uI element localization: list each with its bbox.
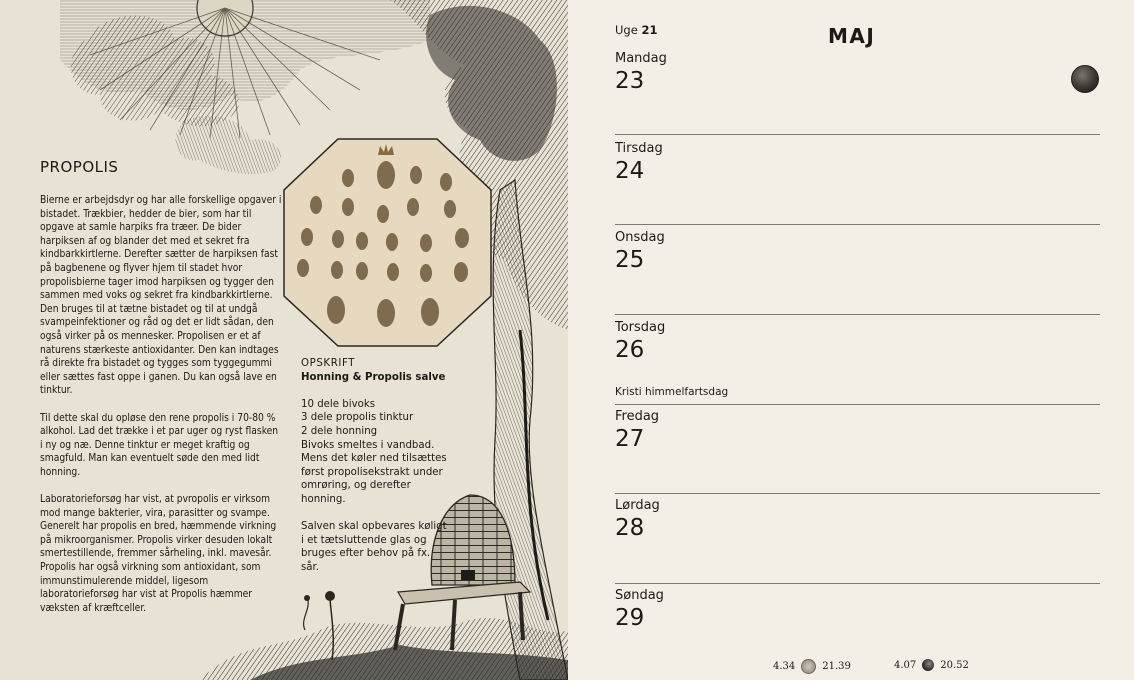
recipe-name: Honning & Propolis salve: [301, 371, 446, 383]
full-moon-icon: [1071, 65, 1099, 93]
day-thursday[interactable]: [615, 320, 1100, 363]
day-number: 28: [615, 515, 645, 541]
recipe-label: OPSKRIFT: [301, 358, 356, 369]
holiday-label: Kristi himmelfartsdag: [615, 386, 729, 398]
day-name: Torsdag: [615, 320, 666, 335]
article-body: [40, 194, 283, 629]
day-number: 23: [615, 68, 645, 94]
moonrise-time: 4.07: [894, 659, 917, 671]
paragraph: Laboratorieforsøg har vist, at pvropolis er virksom mod mange bakterier, vira, parasitter og svampe. Generelt har propolis en bred, hæmmende virkning på mikroorganismer. Propolis virker desuden lokalt smertestillende, fremmer sårheling, inkl. mavesår. Propolis har også virkning som antioxidant, som immunstimulerende middel, ligesom laboratorieforsøg har vist at Propolis hæmmer væksten af kræftceller.: [40, 494, 277, 614]
paragraph: Til dette skal du opløse den rene propolis i 70-80 % alkohol. Lad det trække i et par uger og ryst flasken i ny og næ. Denne tinktur er meget kraftig og smagfuld. Man kan eventuelt søde den med lidt honning.: [40, 412, 279, 478]
day-name: Onsdag: [615, 230, 665, 245]
sun-times: [773, 659, 851, 674]
article-title: PROPOLIS: [40, 158, 119, 176]
day-name: Tirsdag: [615, 141, 663, 156]
recipe-ingredient: 10 dele bivoks: [301, 398, 376, 410]
day-divider: [615, 583, 1100, 584]
moon-icon: [922, 659, 934, 671]
day-divider: [615, 224, 1100, 225]
day-saturday[interactable]: [615, 498, 1100, 541]
day-monday[interactable]: [615, 51, 1100, 94]
recipe-method: Bivoks smeltes i vandbad. Mens det køler ned tilsættes først propolisekstrakt under omrøring, og derefter honning.: [301, 439, 447, 505]
sunset-time: 21.39: [822, 661, 851, 672]
day-divider: [615, 134, 1100, 135]
day-number: 29: [615, 605, 645, 631]
recipe-storage: Salven skal opbevares køligt i et tætsluttende glas og bruges efter behov på fx. sår.: [301, 521, 447, 573]
day-friday[interactable]: [615, 409, 1100, 452]
moonset-time: 20.52: [940, 659, 969, 671]
month-title: MAJ: [828, 24, 876, 48]
day-name: Mandag: [615, 51, 667, 66]
day-number: 27: [615, 426, 645, 452]
day-divider: [615, 493, 1100, 494]
day-number: 25: [615, 247, 645, 273]
day-wednesday[interactable]: [615, 230, 1100, 273]
recipe-box: [301, 357, 451, 575]
day-number: 26: [615, 337, 645, 363]
week-indicator: [615, 23, 657, 37]
day-number: 24: [615, 158, 645, 184]
week-label: Uge: [615, 23, 638, 37]
sun-icon: [801, 659, 816, 674]
day-sunday[interactable]: [615, 588, 1100, 631]
sunrise-time: 4.34: [773, 661, 796, 672]
recipe-ingredient: 3 dele propolis tinktur: [301, 412, 414, 424]
moon-times: [894, 659, 969, 671]
week-number: 21: [641, 23, 658, 37]
recipe-ingredient: 2 dele honning: [301, 425, 378, 437]
day-name: Fredag: [615, 409, 660, 424]
day-divider: [615, 314, 1100, 315]
day-name: Søndag: [615, 588, 664, 603]
paragraph: Bierne er arbejdsdyr og har alle forskellige opgaver i bistadet. Trækbier, hedder de bier, som har til opgave at samle harpiks fra træer. De bider harpiksen af og blander det med et sekret fra kindbarkkirtlerne. Derefter sætter de harpiksen fast på bagbenene og flyver hjem til stadet hvor propolisbierne tager imod harpiksen og tygger den sammen med voks og sekret fra kindbarkkirtlerne. Den bruges til at tætne bistadet og til at undgå svampeinfektioner og råd og det er lidt sådan, den også virker på os mennesker. Propolisen er et af naturens stærkeste antioxidanter. Den kan indtages rå direkte fra bistadet og tygges som tyggegummi eller sættes fast oppe i ganen. Du kan også lave en tinktur.: [40, 195, 282, 397]
day-name: Lørdag: [615, 498, 660, 513]
day-tuesday[interactable]: [615, 141, 1100, 184]
right-page: [568, 0, 1134, 680]
day-divider: [615, 404, 1100, 405]
